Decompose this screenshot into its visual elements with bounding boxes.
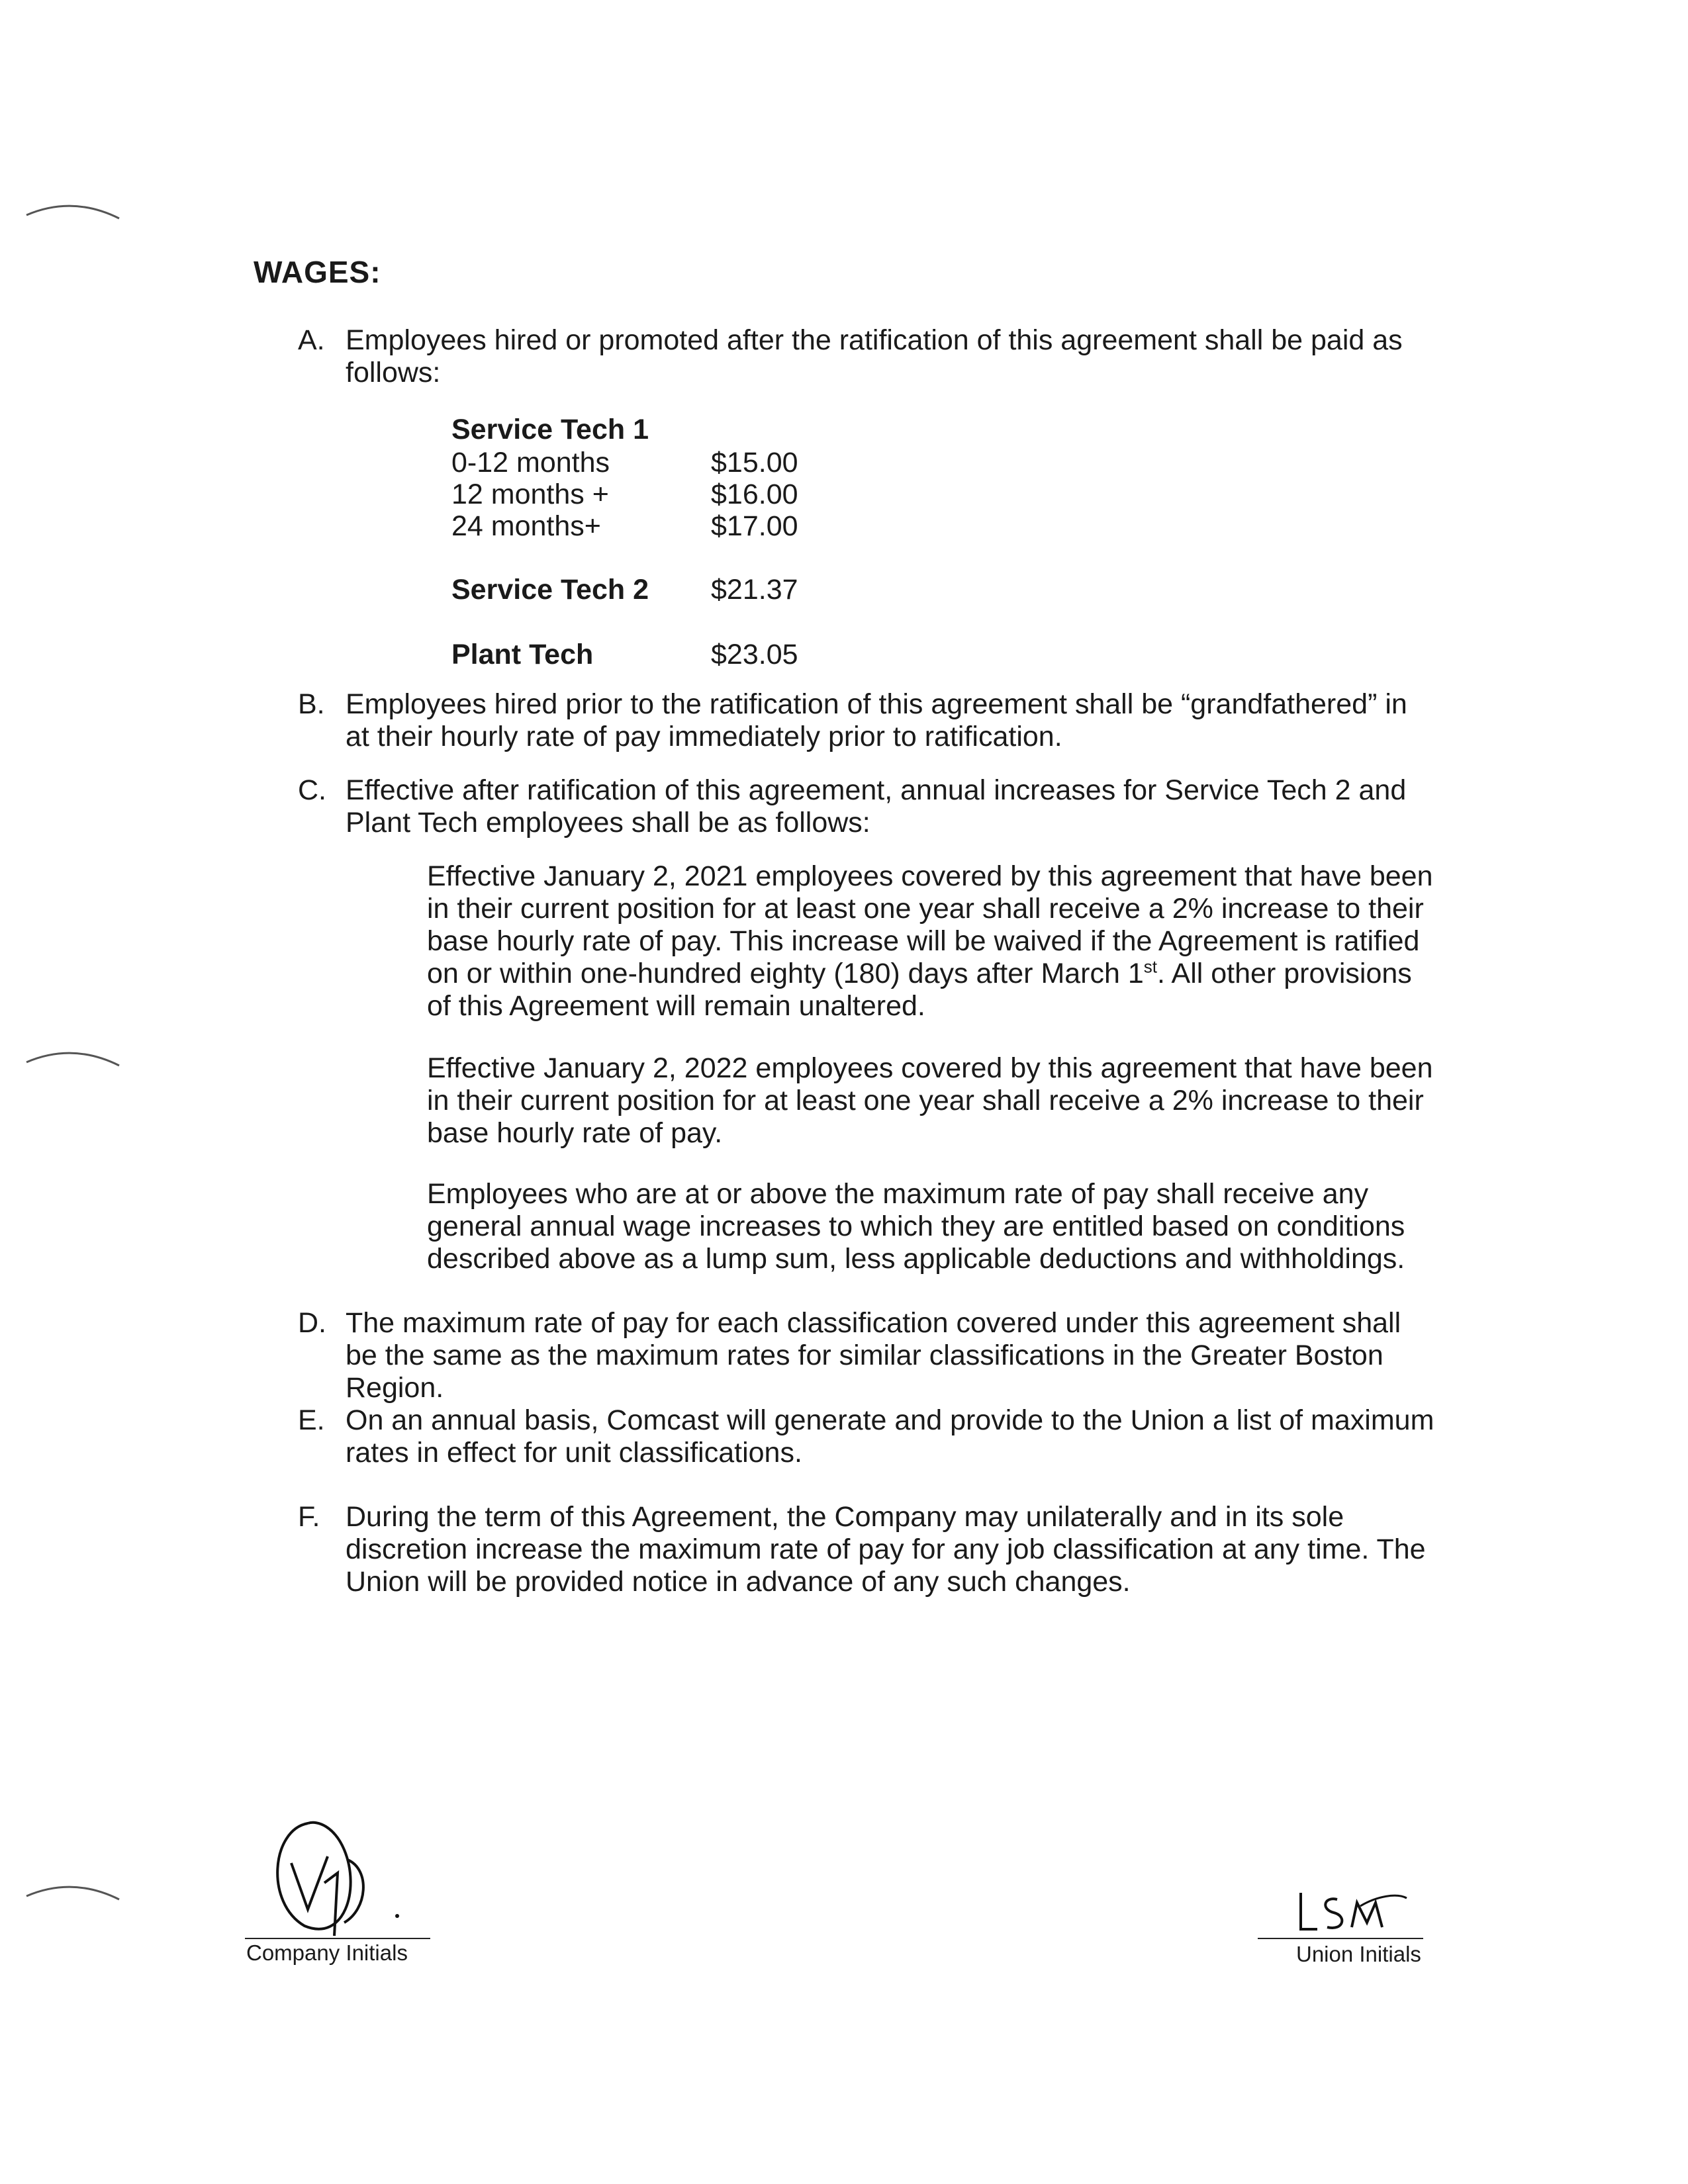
wage-rate: $17.00: [711, 510, 798, 542]
item-text: The maximum rate of pay for each classification covered under this agreement shall be the same as the maximum rates for similar classifications in the Greater Boston Region.: [346, 1307, 1401, 1404]
wage-rate: $21.37: [711, 574, 798, 606]
item-b: [298, 688, 1436, 753]
company-initials-label: Company Initials: [246, 1940, 408, 1965]
item-c: [298, 774, 1436, 839]
wage-label: Plant Tech: [451, 639, 594, 670]
item-text: Employees hired prior to the ratification of this agreement shall be “grandfathered” in at their hourly rate of pay immediately prior to ratification.: [346, 688, 1407, 752]
paragraph-2022-increase: Effective January 2, 2022 employees covered by this agreement that have been in their current position for at least one year shall receive a 2% increase to their base hourly rate of pay.: [427, 1052, 1433, 1149]
item-text: Effective after ratification of this agreement, annual increases for Service Tech 2 and Plant Tech employees shall be as follows:: [346, 774, 1407, 839]
item-f: [298, 1501, 1436, 1598]
paragraph-2021-increase: Effective January 2, 2021 employees covered by this agreement that have been in their current position for at least one year shall receive a 2% increase to their base hourly rate of pay. This increase will be waived if the Agreement is ratified on or within one-hundred eighty (180) days after March 1st. All other provisions of this Agreement will remain unaltered.: [427, 860, 1433, 1022]
union-initials-signature: [1291, 1886, 1410, 1939]
item-letter: B.: [298, 688, 325, 720]
item-d: [298, 1307, 1436, 1404]
paragraph-lump-sum: Employees who are at or above the maximum rate of pay shall receive any general annual wage increases to which they are entitled based on conditions described above as a lump sum, less applicable deductions and withholdings.: [427, 1178, 1405, 1275]
wage-label: 0-12 months: [451, 447, 610, 478]
union-signature-line: [1258, 1938, 1423, 1939]
item-text: On an annual basis, Comcast will generate and provide to the Union a list of maximum rates in effect for unit classifications.: [346, 1404, 1434, 1469]
item-text: Employees hired or promoted after the ratification of this agreement shall be paid as follows:: [346, 324, 1403, 388]
item-text: During the term of this Agreement, the Company may unilaterally and in its sole discretion increase the maximum rate of pay for any job classification at any time. The Union will be provided notice in advance of any such changes.: [346, 1501, 1426, 1598]
union-initials-label: Union Initials: [1296, 1942, 1421, 1966]
wage-label: 12 months +: [451, 478, 609, 510]
document-page: WAGES: A. Employees hired or promoted after the ratification of this agreement shall be paid as follows: Service Tech 1 0-12 months $15.00 12 months + $16.00 24 months+ $17.00 Service Tech 2 $21.37 Plant Tech $23.05 B. Employees hired prior to the ratification of this agreement shall be “grandfathered” in at their hourly rate of pay immediately prior to ratification. C. Effective after ratification of this agreement, annual increases for Service Tech 2 and Plant Tech employees shall be as follows: Effective January 2, 2021 employees covered by this agreement that have been in their current position for at least one year shall receive a 2% increase to their base hourly rate of pay. This increase will be waived if the Agreement is ratified on or within one-hundred eighty (180) days after March 1st. All other provisions of this Agreement will remain unaltered. Effective January 2, 2022 employees covered by this agreement that have been in their current position for at least one year shall receive a 2% increase to their base hourly rate of pay. Employees who are at or above the maximum rate of pay shall receive any general annual wage increases to which they are entitled based on conditions described above as a lump sum, less applicable deductions and withholdings. D. The maximum rate of pay for each classification covered under this agreement shall be the same as the maximum rates for similar classifications in the Greater Boston Region. E. On an annual basis, Comcast will generate and provide to the Union a list of maximum rates in effect for unit classifications. F. During the term of this Agreement, the Company may unilaterally and in its sole discretion increase the maximum rate of pay for any job classification at any time. The Union will be provided notice in advance of any such changes. Company Initials Union Initials: [0, 0, 1688, 2184]
item-letter: A.: [298, 324, 325, 356]
wage-rate: $16.00: [711, 478, 798, 510]
binder-hole-mark-middle: [20, 1039, 126, 1079]
item-e: [298, 1404, 1436, 1469]
wage-label: Service Tech 2: [451, 574, 649, 606]
binder-hole-mark-top: [20, 192, 126, 232]
company-signature-line: [245, 1938, 430, 1939]
item-letter: F.: [298, 1501, 320, 1533]
item-letter: E.: [298, 1404, 325, 1436]
wage-rate: $23.05: [711, 639, 798, 670]
binder-hole-mark-bottom: [20, 1873, 126, 1913]
item-letter: C.: [298, 774, 326, 806]
wage-label: 24 months+: [451, 510, 601, 542]
section-heading: WAGES:: [254, 255, 381, 289]
company-initials-signature: [245, 1810, 444, 1942]
wage-rate: $15.00: [711, 447, 798, 478]
item-a: [298, 324, 1436, 389]
item-letter: D.: [298, 1307, 326, 1339]
